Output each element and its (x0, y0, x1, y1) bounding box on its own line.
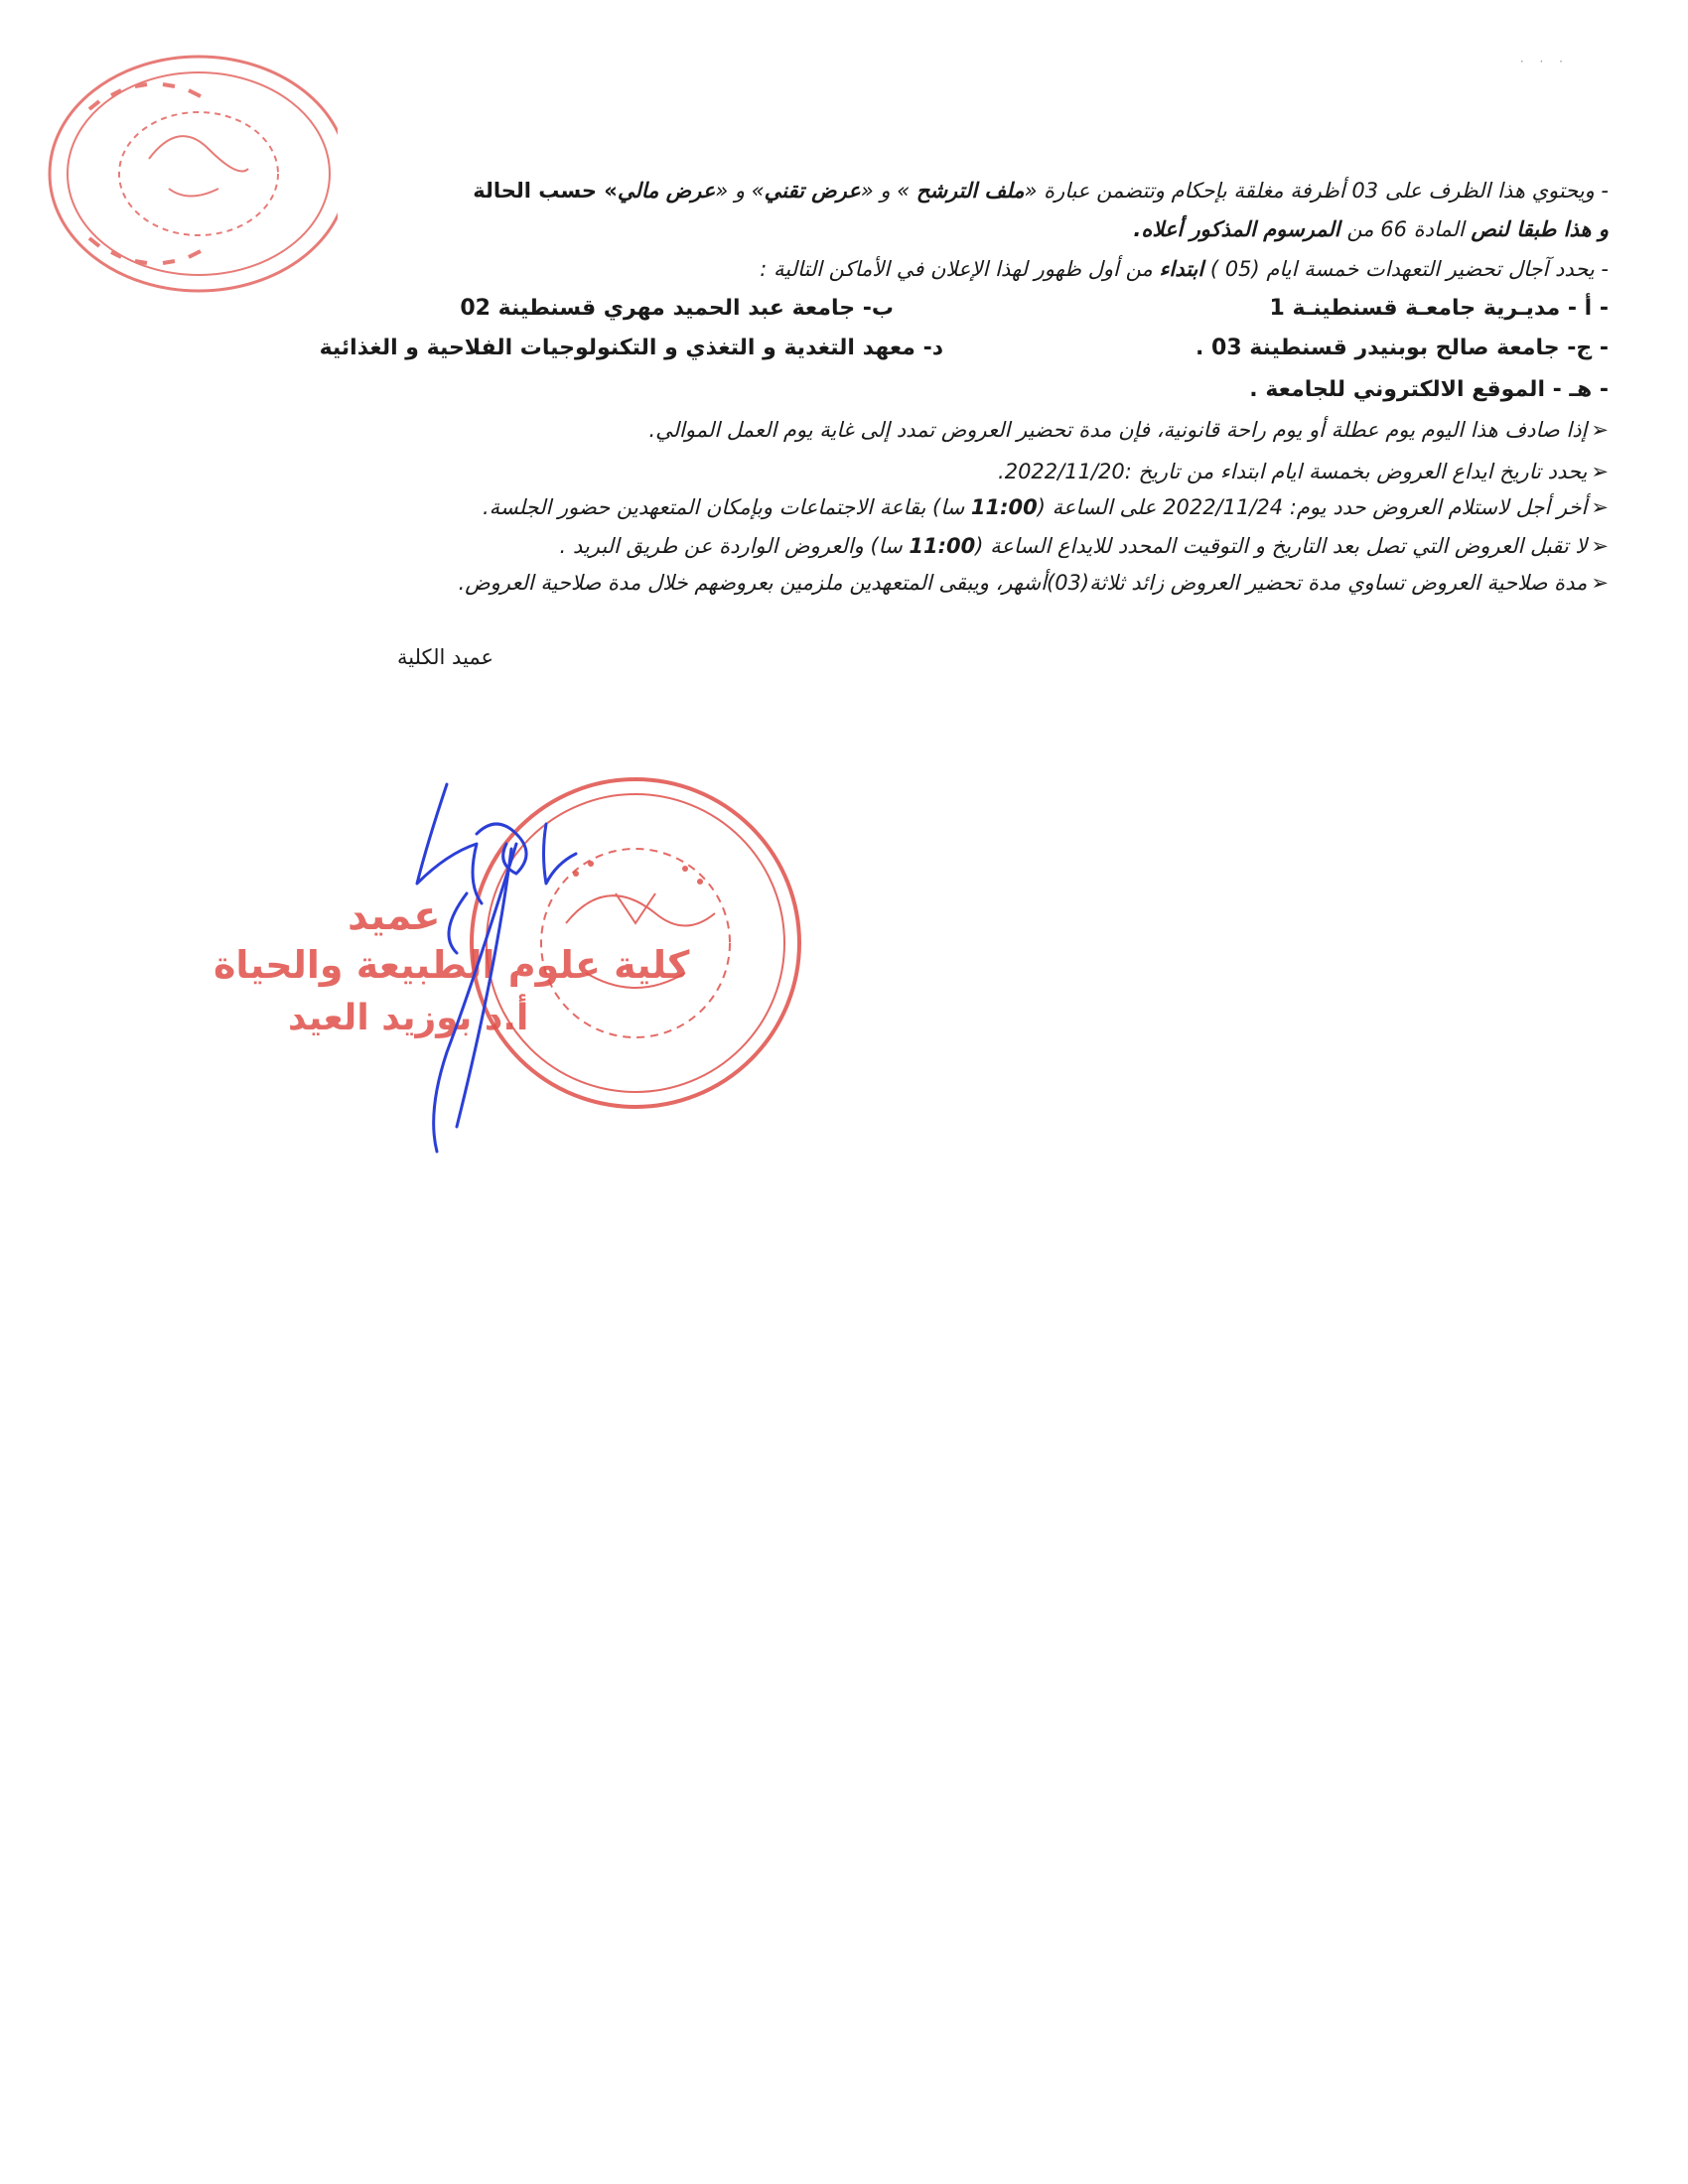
bullet-deadline-suffix: سا) بقاعة الاجتماعات وبإمكان المتعهدين حضور الجلسة. (482, 495, 971, 519)
bullet-deposit-date (998, 457, 1609, 486)
line2-bold-start: و هذا طبقا لنص (1471, 217, 1609, 241)
line1-mid2: » و « (715, 179, 765, 203)
dean-stamp-name: أ.د بوزيد العيد (288, 998, 529, 1038)
line1-mid1: » و « (860, 179, 916, 203)
bullet-late-prefix: لا تقبل العروض التي تصل بعد التاريخ و التوقيت المحدد للايداع الساعة ( (975, 534, 1588, 558)
place-d: د- معهد التغدية و التغذي و التكنولوجيات الفلاحية و الغذائية (319, 336, 943, 360)
place-c: - ج- جامعة صالح بوبنيدر قسنطينة 03 . (1195, 336, 1609, 360)
bullet-late-offers (560, 531, 1609, 561)
bullet-arrow-icon: ➢ (1591, 418, 1609, 442)
bullet-deadline-prefix: أخر أجل لاستلام العروض حدد يوم: 2022/11/24 على الساعة ( (1037, 495, 1588, 519)
bullet-arrow-icon: ➢ (1591, 460, 1609, 483)
top-left-seal (30, 50, 338, 298)
bullet-validity-text: مدة صلاحية العروض تساوي مدة تحضير العروض زائد ثلاثة(03)أشهر، ويبقى المتعهدين ملزمين بعروضهم خلال مدة صلاحية العروض. (458, 571, 1588, 595)
bullet-late-suffix: سا) والعروض الواردة عن طريق البريد . (559, 534, 910, 558)
line1-suffix: » حسب الحالة (473, 179, 618, 203)
bullet-deadline-time: 11:00 (970, 495, 1038, 519)
dean-stamp-faculty: كلية علوم الطبيعة والحياة (213, 943, 690, 987)
paragraph-line-1 (473, 176, 1609, 205)
place-a: - أ - مديـرية جامعـة قسنطينـة 1 (1269, 296, 1609, 321)
signer-title: عميد الكلية (397, 645, 494, 669)
dean-stamp-title: عميد (348, 893, 441, 939)
line1-bold-financial: عرض مالي (617, 179, 716, 203)
line3-prefix: - يحدد آجال تحضير التعهدات خمسة ايام (05 ) (1203, 257, 1609, 281)
place-e: - هـ - الموقع الالكتروني للجامعة . (1249, 377, 1609, 402)
line1-bold-candidature: ملف الترشح (915, 179, 1025, 203)
line3-suffix: من أول ظهور لهذا الإعلان في الأماكن التالية : (760, 257, 1160, 281)
paragraph-line-3 (760, 254, 1609, 284)
place-b: ب- جامعة عبد الحميد مهري قسنطينة 02 (460, 296, 894, 321)
paragraph-line-2 (1133, 214, 1609, 244)
bullet-arrow-icon: ➢ (1591, 495, 1609, 519)
bullet-deadline (483, 492, 1609, 522)
handwritten-signature (338, 754, 655, 1171)
line1-bold-technical: عرض تقني (764, 179, 861, 203)
bullet-holiday-text: إذا صادف هذا اليوم يوم عطلة أو يوم راحة قانونية، فإن مدة تحضير العروض تمدد إلى غاية يوم العمل الموالي. (648, 418, 1588, 442)
bullet-holiday (648, 415, 1609, 445)
bullet-late-time: 11:00 (909, 534, 976, 558)
line2-mid: المادة 66 من (1339, 217, 1472, 241)
bullet-validity (459, 568, 1609, 598)
scan-specks: · · · (1519, 55, 1569, 68)
bullet-arrow-icon: ➢ (1591, 571, 1609, 595)
bullet-arrow-icon: ➢ (1591, 534, 1609, 558)
line3-bold: ابتداء (1159, 257, 1204, 281)
bullet-deposit-text: يحدد تاريخ ايداع العروض بخمسة ايام ابتداء من تاريخ :2022/11/20. (998, 460, 1588, 483)
line1-prefix: - ويحتوي هذا الظرف على 03 أظرفة مغلقة بإحكام وتتضمن عبارة « (1024, 179, 1609, 203)
line2-bold-end: المرسوم المذكور أعلاه. (1133, 217, 1340, 241)
